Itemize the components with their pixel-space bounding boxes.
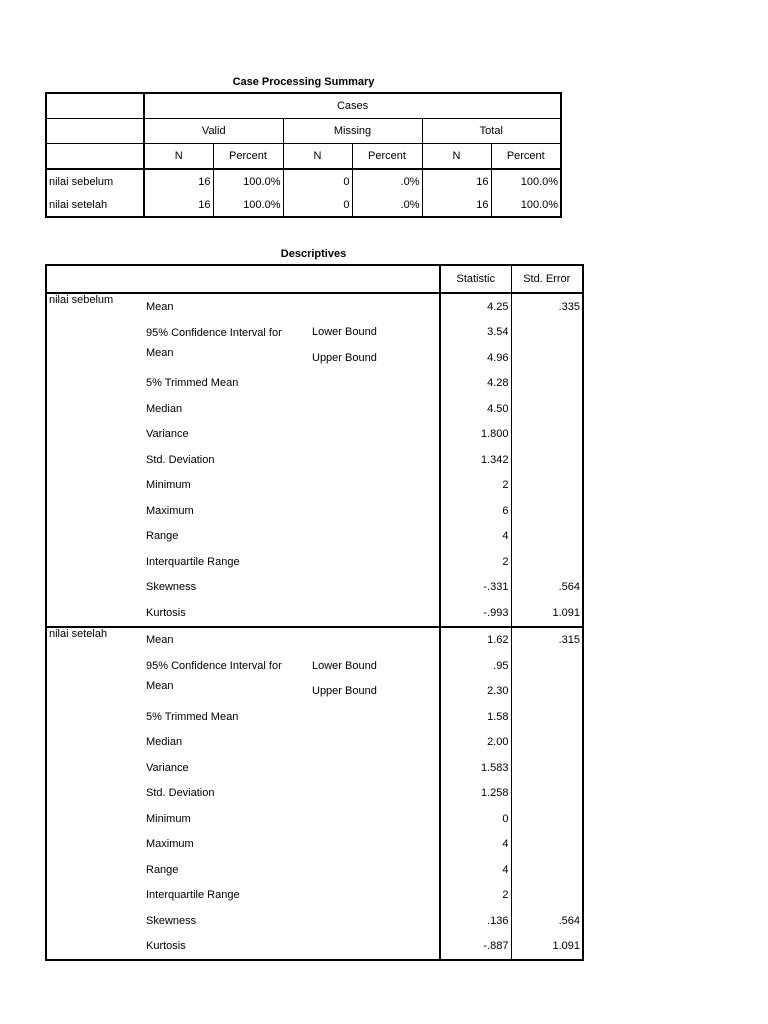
stat-name [144,653,310,704]
std-error-value: 1.091 [552,940,580,953]
group-label: nilai sebelum [49,294,114,306]
stat-name: Maximum [144,832,440,858]
std-error-value [511,447,583,473]
row-label: nilai sebelum [46,169,144,193]
stat-value: 4.50 [440,396,511,422]
std-error-value [511,473,583,499]
std-error-value: 1.091 [552,606,580,619]
ci-label: 95% Confidence Interval for [146,326,282,339]
stat-value: 1.583 [440,755,511,781]
cell: 100.0% [491,193,561,217]
col-n: N [283,144,352,170]
table-row [46,193,561,217]
cell: 100.0% [213,169,283,193]
stat-value: 2.30 [440,679,511,705]
std-error-value: .315 [511,627,583,654]
stat-value: 1.800 [440,422,511,448]
std-error-value [511,730,583,756]
ci-label-mean: Mean [146,680,174,692]
std-error-value [511,653,583,679]
stat-name: Range [144,857,440,883]
stat-value: -.993 [440,600,511,627]
std-error-value: .564 [558,914,580,927]
descriptives-title: Descriptives [280,248,347,260]
stat-value: 4 [440,832,511,858]
stat-name: Minimum [144,806,440,832]
stat-name: Kurtosis [144,934,440,961]
stat-name: Median [144,396,440,422]
stat-name [144,320,310,371]
cell: .0% [352,169,422,193]
std-error-value [511,396,583,422]
stat-name: Mean [144,627,310,654]
cell: 16 [422,193,491,217]
std-error-value [511,320,583,346]
stat-value: 4.28 [440,371,511,397]
stat-value: 4 [440,857,511,883]
table-row [46,627,583,654]
ci-label-mean: Mean [146,346,174,359]
stat-value: 4.25 [440,293,511,320]
cell: 100.0% [491,169,561,193]
cases-header: Cases [144,93,561,119]
stat-value: 1.342 [440,447,511,473]
stat-value: 2 [440,883,511,909]
stat-value: 2 [440,473,511,499]
row-label: nilai setelah [46,193,144,217]
case-processing-summary-table [45,92,562,218]
std-error-value [511,704,583,730]
stat-value: 1.62 [440,627,511,654]
stat-name: Mean [146,300,174,313]
col-n: N [422,144,491,170]
cell: 0 [283,193,352,217]
stat-name: Interquartile Range [144,549,440,575]
cell: 16 [144,193,213,217]
std-error-value [511,371,583,397]
stat-name: Kurtosis [144,600,440,627]
sub-label: Upper Bound [310,679,440,705]
stat-value: .136 [440,908,511,934]
stat-name: Median [144,730,440,756]
cell: 16 [144,169,213,193]
sub-label [310,627,440,654]
col-std-error: Std. Error [511,265,583,293]
stat-value: -.331 [440,575,511,601]
stat-name: Skewness [144,575,440,601]
corner-cell [46,144,144,170]
descriptives-table [45,264,584,961]
stat-name: Interquartile Range [144,883,440,909]
stat-value: 4 [440,524,511,550]
stat-value: .95 [440,653,511,679]
corner-cell [46,93,144,119]
stat-value: -.887 [440,934,511,961]
stat-name: Variance [144,422,440,448]
std-error-value [511,883,583,909]
corner-cell [46,265,144,293]
stat-name: Std. Deviation [144,447,440,473]
stat-value: 4.96 [440,345,511,371]
stat-value: 1.258 [440,781,511,807]
std-error-value [511,857,583,883]
stat-name: Minimum [144,473,440,499]
cell: 100.0% [213,193,283,217]
cell: 16 [422,169,491,193]
stat-value: 1.58 [440,704,511,730]
std-error-value [511,781,583,807]
col-percent: Percent [352,144,422,170]
std-error-value: .335 [558,300,580,313]
sub-label: Lower Bound [310,320,440,346]
stat-name: 5% Trimmed Mean [144,704,440,730]
stat-value: 2 [440,549,511,575]
std-error-value [511,679,583,705]
sub-label: Lower Bound [310,653,440,679]
std-error-value [511,422,583,448]
corner-cell [144,265,310,293]
table-row [46,293,583,320]
stat-name: Std. Deviation [144,781,440,807]
stat-name: 5% Trimmed Mean [144,371,440,397]
std-error-value [511,806,583,832]
std-error-value [511,832,583,858]
std-error-value [511,345,583,371]
sub-label: Upper Bound [310,345,440,371]
stat-value: 2.00 [440,730,511,756]
std-error-value [511,524,583,550]
col-percent: Percent [213,144,283,170]
corner-cell [46,119,144,144]
sub-label [310,293,440,320]
group-label: nilai setelah [46,627,144,961]
std-error-value [511,498,583,524]
ci-label: 95% Confidence Interval for [146,660,282,672]
total-header: Total [422,119,561,144]
stat-name: Range [144,524,440,550]
stat-value: 6 [440,498,511,524]
col-statistic: Statistic [440,265,511,293]
col-percent: Percent [491,144,561,170]
case-processing-summary-title: Case Processing Summary [232,76,375,88]
stat-name: Skewness [144,908,440,934]
cell: .0% [352,193,422,217]
stat-value: 0 [440,806,511,832]
corner-cell [310,265,440,293]
stat-value: 3.54 [440,320,511,346]
stat-name: Maximum [144,498,440,524]
valid-header: Valid [144,119,283,144]
col-n: N [144,144,213,170]
std-error-value [511,755,583,781]
std-error-value [511,549,583,575]
cell: 0 [283,169,352,193]
table-row [46,169,561,193]
stat-name: Variance [144,755,440,781]
std-error-value: .564 [558,581,580,594]
missing-header: Missing [283,119,422,144]
